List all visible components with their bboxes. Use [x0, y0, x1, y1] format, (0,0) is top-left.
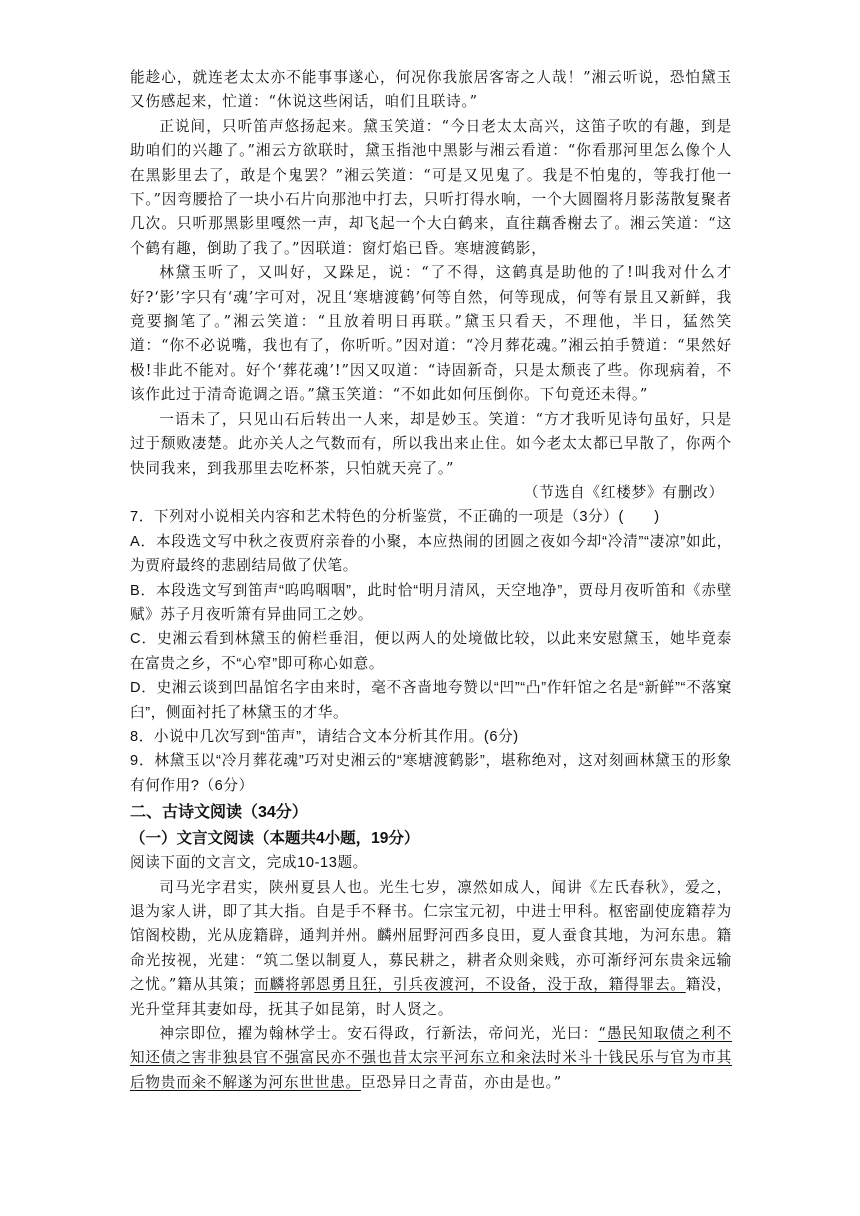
classical-paragraph-2-tail: 臣恐异日之青苗，亦由是也。”	[360, 1073, 563, 1091]
question-7-option-c: C．史湘云看到林黛玉的俯栏垂泪，便以两人的处境做比较，以此来安慰黛玉，她毕竟泰在富贵之乡，不“心窄”即可称心如意。	[130, 631, 732, 672]
subsection-heading: （一）文言文阅读（本题共4小题，19分）	[130, 830, 420, 848]
question-7-option-a: A．本段选文写中秋之夜贾府亲眷的小聚，本应热闹的团圆之夜如今却“冷清”“凄凉”如此，为贾府最终的悲剧结局做了伏笔。	[130, 533, 732, 575]
passage-paragraph-1: 能趁心，就连老太太亦不能事事遂心，何况你我旅居客寄之人哉！”湘云听说，恐怕黛玉又伤感起来，忙道：“休说这些闲话，咱们且联诗。”	[130, 69, 732, 111]
passage-source: （节选自《红楼梦》有删改）	[523, 483, 724, 501]
question-7-option-b: B．本段选文写到笛声“呜呜咽咽”，此时恰“明月清风，天空地净”，贾母月夜听笛和《赤壁赋》苏子月夜听箫有异曲同工之妙。	[130, 582, 732, 623]
passage-paragraph-3: 林黛玉听了，又叫好，又跺足，说：“了不得，这鹤真是助他的了!叫我对什么才好?‘影’字只有‘魂’字可对，况且‘寒塘渡鹤’何等自然，何等现成，何等有景且又新鲜，我竟要搁笔了。”湘云笑道：“且放着明日再联。”黛玉只看天，不理他，半日，猛然笑道：“你不必说嘴，我也有了，你听听。”因对道：“冷月葬花魂。”湘云拍手赞道：“果然好极!非此不能对。好个‘葬花魂’!”因又叹道：“诗固新奇，只是太颓丧了些。你现病着，不该作此过于清奇诡调之语。”黛玉笑道：“不如此如何压倒你。下句竟还未得。”	[130, 264, 732, 404]
question-7: 7．下列对小说相关内容和艺术特色的分析鉴赏，不正确的一项是（3分）( )	[130, 509, 660, 526]
passage-paragraph-2: 正说间，只听笛声悠扬起来。黛玉笑道：“今日老太太高兴，这笛子吹的有趣，到是助咱们的兴趣了。”湘云方欲联时，黛玉指池中黑影与湘云看道：“你看那河里怎么像个人在黑影里去了，敢是个鬼罢？”湘云笑道：“可是又见鬼了。我是不怕鬼的，等我打他一下。”因弯腰拾了一块小石片向那池中打去，只听打得水响，一个大圆圈将月影荡散复聚者几次。只听那黑影里嘎然一声，却飞起一个大白鹤来，直往藕香榭去了。湘云笑道：“这个鹤有趣，倒助了我了。”因联道：窗灯焰已昏。寒塘渡鹤影，	[130, 117, 732, 257]
exam-page	[130, 66, 732, 1095]
underlined-sentence-1: 而麟将郭恩勇且狂，引兵夜渡河，不设备，没于敌，籍得罪去。	[254, 976, 686, 994]
classical-paragraph-1-text: 司马光字君实，陕州夏县人也。光生七岁，凛然如成人，闻讲《左氏春秋》，爱之，退为家人讲，即了其大指。自是手不释书。仁宗宝元初，中进士甲科。枢密副使庞籍荐为馆阁校勘，光从庞籍辟，通判并州。麟州屈野河西多良田，夏人蚕食其地，为河东患。籍命光按视，光建：“筑二堡以制夏人，募民耕之，耕者众则籴贱，亦可渐纾河东贵籴远输之忧。”籍从其策；	[130, 878, 732, 994]
underlined-sentence-2: “愚民知取债之利不知还债之害非独县官不强富民亦不强也昔太宗平河东立和籴法时米斗十钱民乐与官为市其后物贵而籴不解遂为河东世世患。	[130, 1025, 732, 1091]
classical-paragraph-2	[130, 1022, 732, 1095]
classical-paragraph-1-tail: 籍没，光升堂拜其妻如母，抚其子如昆第，时人贤之。	[130, 976, 732, 1018]
section-heading: 二、古诗文阅读（34分）	[130, 804, 308, 822]
question-9: 9．林黛玉以“冷月葬花魂”巧对史湘云的“寒塘渡鹤影”，堪称绝对，这对刻画林黛玉的形象有何作用?（6分）	[130, 753, 732, 794]
question-8: 8．小说中几次写到“笛声”，请结合文本分析其作用。(6分)	[130, 728, 519, 745]
reading-instruction: 阅读下面的文言文，完成10-13题。	[130, 855, 368, 872]
passage-paragraph-4: 一语未了，只见山石后转出一人来，却是妙玉。笑道：“方才我听见诗句虽好，只是过于颓败凄楚。此亦关人之气数而有，所以我出来止住。如今老太太都已早散了，你两个快同我来，到我那里去吃杯茶，只怕就天亮了。”	[130, 410, 732, 477]
question-7-option-d: D．史湘云谈到凹晶馆名字由来时，毫不吝啬地夸赞以“凹”“凸”作轩馆之名是“新鲜”“不落窠臼”，侧面衬托了林黛玉的才华。	[130, 680, 732, 721]
classical-paragraph-1	[130, 876, 732, 1022]
classical-paragraph-2-text: 神宗即位，擢为翰林学士。安石得政，行新法，帝问光，光曰：	[159, 1025, 599, 1043]
